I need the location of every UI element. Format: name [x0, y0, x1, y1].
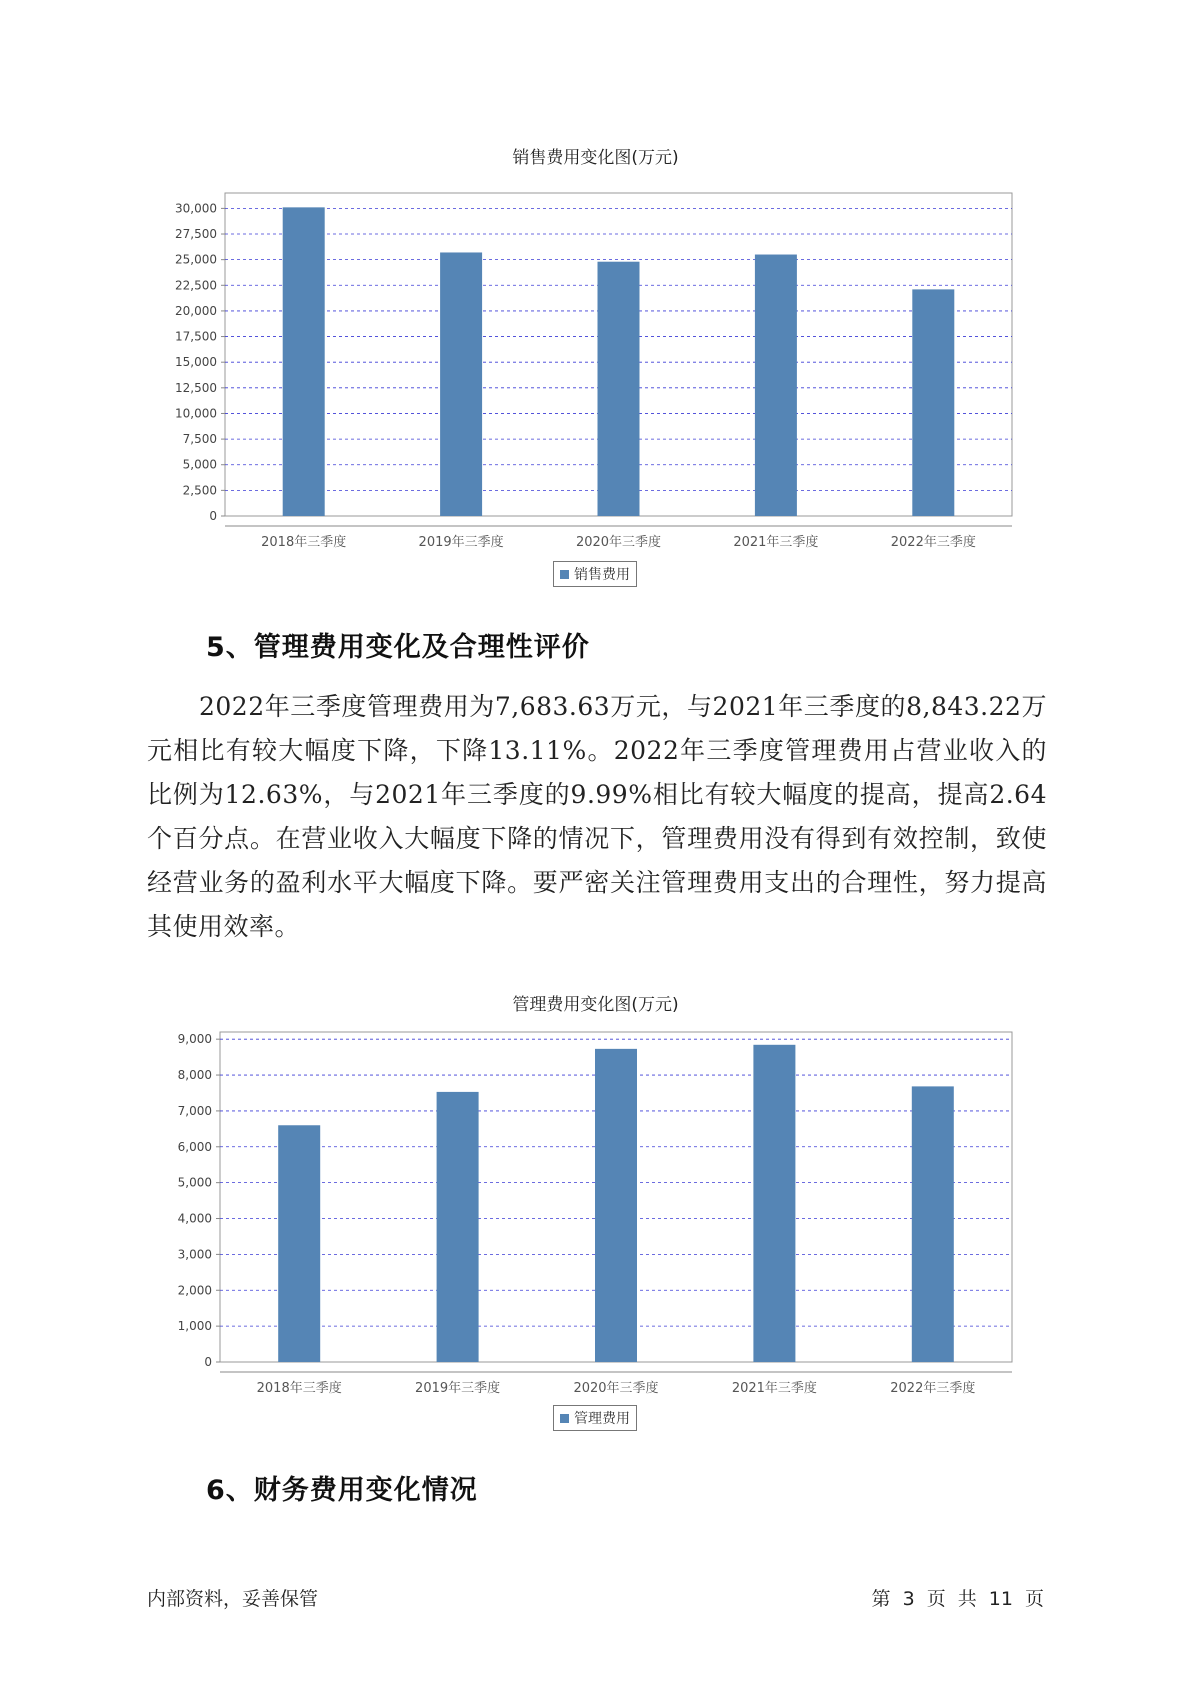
- y-tick-label: 22,500: [175, 278, 217, 293]
- y-tick-label: 8,000: [177, 1068, 212, 1083]
- legend-swatch: [560, 1414, 569, 1423]
- x-tick-label: 2019年三季度: [415, 1381, 501, 1396]
- y-tick-label: 27,500: [175, 227, 217, 242]
- legend-admin-expense: [553, 1405, 637, 1431]
- x-tick-label: 2018年三季度: [261, 535, 347, 550]
- x-tick-label: 2020年三季度: [575, 535, 662, 550]
- y-tick-label: 3,000: [177, 1247, 212, 1262]
- section-6-heading: 6、财务费用变化情况: [206, 1475, 478, 1506]
- y-tick-label: 7,000: [177, 1103, 212, 1118]
- y-tick-label: 0: [204, 1355, 212, 1369]
- bar: [753, 1045, 795, 1362]
- x-tick-label: 2019年三季度: [418, 535, 504, 550]
- y-tick-label: 30,000: [175, 201, 217, 216]
- bar: [595, 1049, 637, 1362]
- y-tick-label: 25,000: [175, 252, 217, 267]
- y-tick-label: 2,500: [182, 483, 217, 498]
- legend-label: 管理费用: [574, 1411, 630, 1427]
- y-tick-label: 0: [209, 509, 217, 523]
- bar: [437, 1092, 479, 1362]
- y-tick-label: 7,500: [182, 432, 217, 447]
- footer-page-number: 第 3 页 共 11 页: [871, 1588, 1044, 1610]
- x-tick-label: 2022年三季度: [890, 535, 976, 550]
- y-tick-label: 20,000: [175, 303, 217, 318]
- section-5-paragraph: 2022年三季度管理费用为7,683.63万元，与2021年三季度的8,843.22万元相比有较大幅度下降，下降13.11%。2022年三季度管理费用占营业收入的比例为12.63%，与2021年三季度的9.99%相比有较大幅度的提高，提高2.64个百分点。在营业收入大幅度下降的情况下，管理费用没有得到有效控制，致使经营业务的盈利水平大幅度下降。要严密关注管理费用支出的合理性，努力提高其使用效率。: [147, 692, 1047, 941]
- x-tick-label: 2021年三季度: [731, 1381, 817, 1396]
- y-tick-label: 17,500: [175, 329, 217, 344]
- footer-confidential: 内部资料，妥善保管: [147, 1588, 319, 1610]
- bar: [912, 1086, 954, 1362]
- y-tick-label: 4,000: [177, 1211, 212, 1226]
- y-tick-label: 10,000: [175, 406, 217, 421]
- bar: [278, 1125, 320, 1362]
- x-tick-label: 2020年三季度: [573, 1381, 659, 1396]
- y-tick-label: 15,000: [175, 355, 217, 370]
- chart-title-sales-expense: 销售费用变化图(万元): [512, 148, 679, 168]
- section-5-heading: 5、管理费用变化及合理性评价: [206, 632, 590, 663]
- y-tick-label: 5,000: [177, 1175, 212, 1190]
- y-tick-label: 9,000: [177, 1032, 212, 1047]
- x-tick-label: 2022年三季度: [890, 1381, 976, 1396]
- y-tick-label: 5,000: [182, 457, 217, 472]
- y-tick-label: 12,500: [175, 380, 217, 395]
- x-tick-label: 2021年三季度: [733, 535, 819, 550]
- y-tick-label: 2,000: [177, 1283, 212, 1298]
- y-tick-label: 1,000: [177, 1319, 212, 1334]
- y-tick-label: 6,000: [177, 1139, 212, 1154]
- chart-title-admin-expense: 管理费用变化图(万元): [512, 995, 679, 1015]
- x-tick-label: 2018年三季度: [256, 1381, 342, 1396]
- legend-label: 销售费用: [574, 567, 630, 583]
